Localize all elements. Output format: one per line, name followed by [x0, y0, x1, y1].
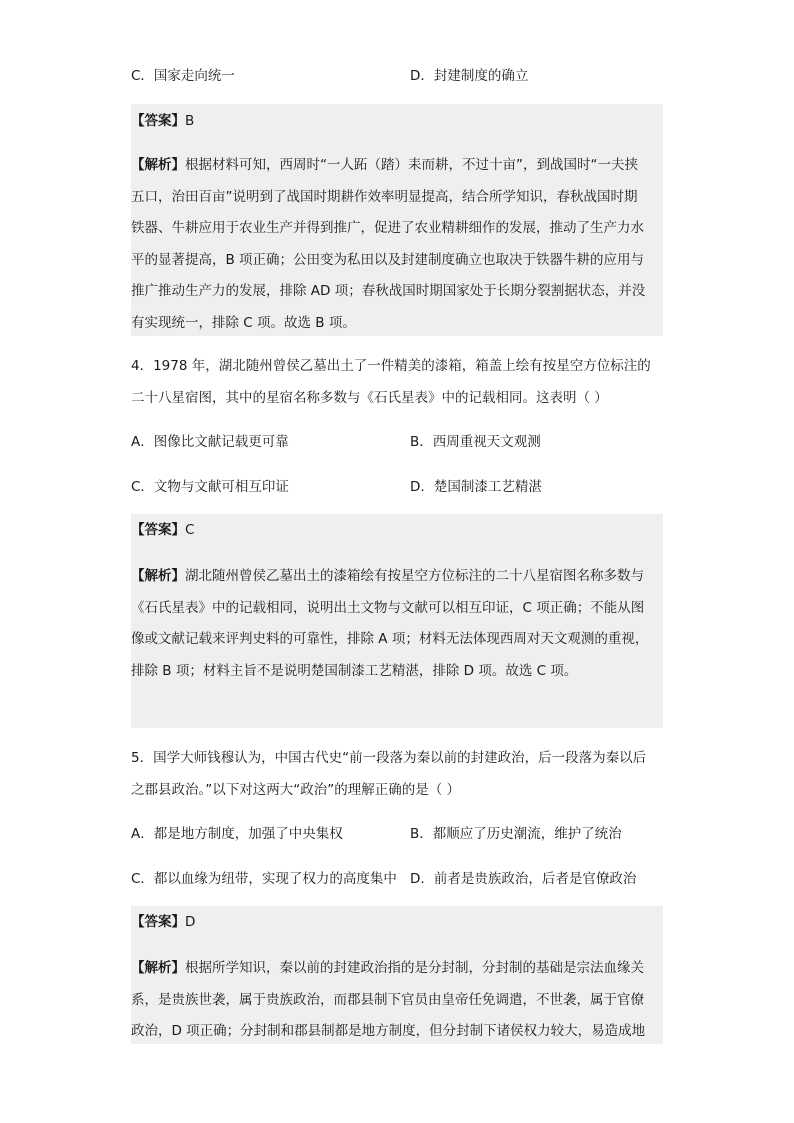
analysis-line: 五口，治田百亩”说明到了战国时期耕作效率明显提高，结合所学知识，春秋战国时期: [131, 188, 638, 205]
q4-option-a: A．图像比文献记载更可靠: [131, 434, 289, 450]
q5-option-b: B．都顺应了历史潮流，维护了统治: [410, 826, 622, 842]
q4-analysis: [131, 566, 663, 692]
q5-option-d: D．前者是贵族政治，后者是官僚政治: [410, 871, 637, 887]
analysis-line: 有实现统一，排除 C 项。故选 B 项。: [131, 314, 356, 331]
stem-line: 5．国学大师钱穆认为，中国古代史“前一段落为秦以前的封建政治，后一段落为秦以后: [131, 750, 647, 766]
answer-tag: 【答案】: [131, 914, 185, 930]
analysis-line: 像或文献记载来评判史料的可靠性，排除 A 项；材料无法体现西周对天文观测的重视，: [131, 631, 649, 647]
stem-line: 二十八星宿图，其中的星宿名称多数与《石氏星表》中的记载相同。这表明（ ）: [131, 389, 608, 406]
analysis-line: 铁器、牛耕应用于农业生产并得到推广，促进了农业精耕细作的发展，推动了生产力水: [131, 220, 644, 236]
q5-analysis: [131, 958, 663, 1053]
q5-option-a: A．都是地方制度，加强了中央集权: [131, 826, 343, 842]
q5-stem: [131, 748, 663, 811]
analysis-line: 根据所学知识，秦以前的封建政治指的是分封制，分封制的基础是宗法血缘关: [185, 960, 644, 976]
analysis-line: 平的显著提高，B 项正确；公田变为私田以及封建制度确立也取决于铁器牛耕的应用与: [131, 251, 645, 268]
q4-answer: [131, 520, 194, 540]
analysis-line: 推广推动生产力的发展，排除 AD 项；春秋战国时期国家处于长期分裂割据状态，并没: [131, 283, 646, 299]
analysis-line: 系，是贵族世袭，属于贵族政治，而郡县制下官员由皇帝任免调遣，不世袭，属于官僚: [131, 991, 644, 1008]
analysis-line: 政治，D 项正确；分封制和郡县制都是地方制度，但分封制下诸侯权力较大，易造成地: [131, 1023, 646, 1039]
analysis-tag: 【解析】: [131, 568, 185, 584]
stem-line: 4．1978 年，湖北随州曾侯乙墓出土了一件精美的漆箱，箱盖上绘有按星空方位标注的: [131, 358, 651, 374]
analysis-tag: 【解析】: [131, 960, 185, 976]
option-c-prev: C．国家走向统一: [131, 68, 235, 84]
answer-value: D: [185, 914, 196, 930]
q4-option-d: D．楚国制漆工艺精湛: [410, 479, 542, 495]
analysis-tag: 【解析】: [131, 157, 185, 173]
q4-option-b: B．西周重视天文观测: [410, 434, 541, 450]
analysis-line: 排除 B 项；材料主旨不是说明楚国制漆工艺精湛，排除 D 项。故选 C 项。: [131, 662, 578, 679]
option-d-prev: D．封建制度的确立: [410, 68, 529, 84]
q5-option-c: C．都以血缘为纽带，实现了权力的高度集中: [131, 871, 397, 887]
q5-answer: [131, 912, 195, 932]
answer-tag: 【答案】: [131, 522, 185, 538]
q3-analysis: [131, 155, 663, 344]
answer-tag: 【答案】: [131, 113, 185, 129]
stem-line: 之郡县政治。”以下对这两大“政治”的理解正确的是（ ）: [131, 781, 461, 798]
q3-answer: [131, 111, 194, 131]
answer-value: C: [185, 522, 195, 538]
answer-value: B: [185, 113, 195, 129]
q4-option-c: C．文物与文献可相互印证: [131, 479, 289, 495]
analysis-line: 根据材料可知，西周时“一人跖（踏）耒而耕，不过十亩”，到战国时“一夫挟: [185, 157, 638, 173]
analysis-line: 湖北随州曾侯乙墓出土的漆箱绘有按星空方位标注的二十八星宿图名称多数与: [185, 568, 644, 584]
q4-stem: [131, 356, 663, 419]
analysis-line: 《石氏星表》中的记载相同，说明出土文物与文献可以相互印证，C 项正确；不能从图: [131, 599, 645, 616]
